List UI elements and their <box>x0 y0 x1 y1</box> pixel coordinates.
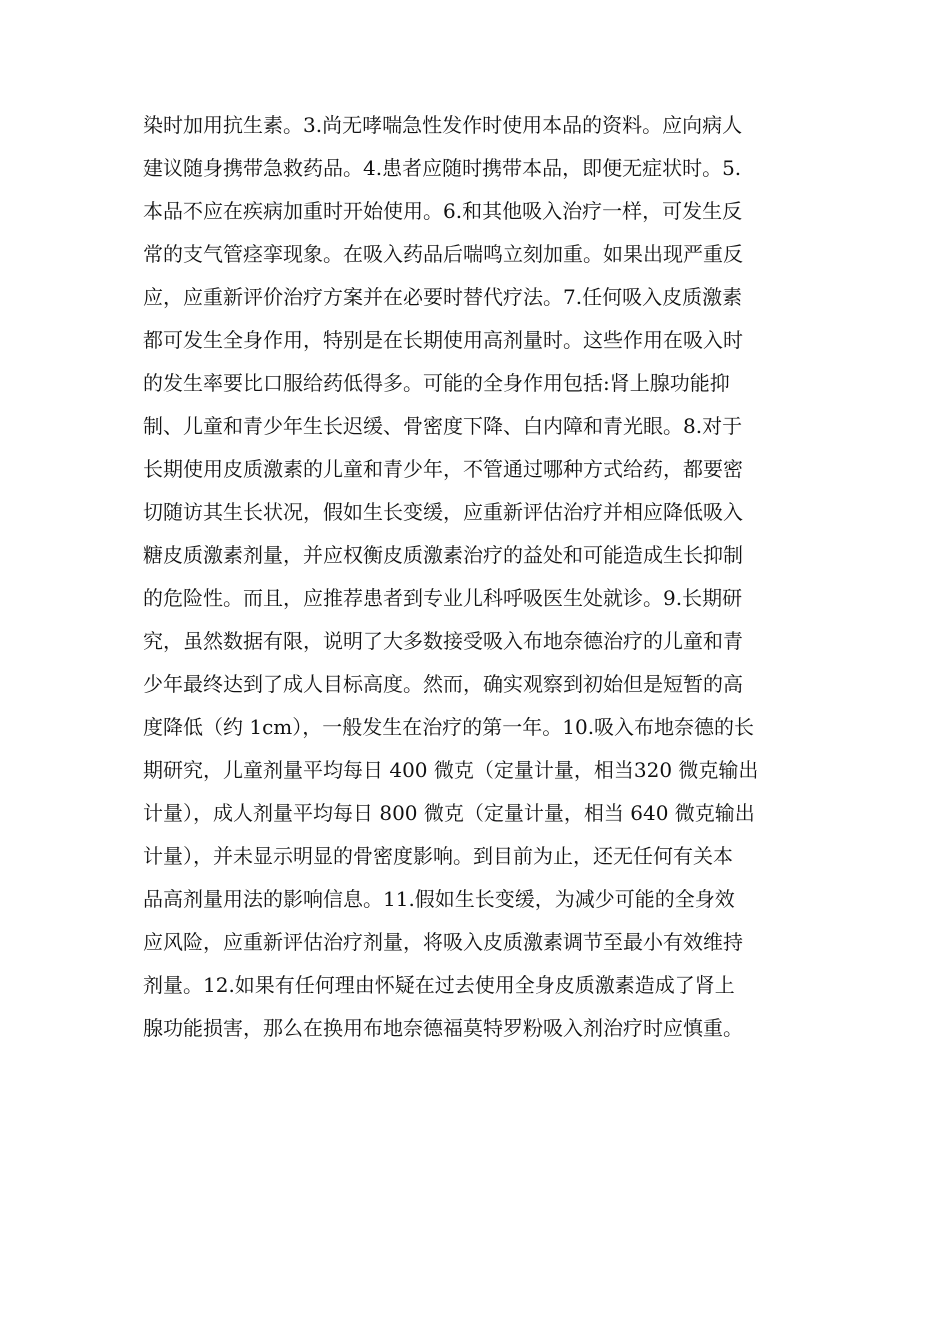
text-line: 计量），成人剂量平均每日 800 微克（定量计量，相当 640 微克输出 <box>143 801 755 825</box>
text-line: 期研究，儿童剂量平均每日 400 微克（定量计量，相当320 微克输出 <box>143 758 759 782</box>
text-line: 剂量。12.如果有任何理由怀疑在过去使用全身皮质激素造成了肾上 <box>143 973 735 997</box>
text-line: 应，应重新评价治疗方案并在必要时替代疗法。7.任何吸入皮质激素 <box>143 285 743 309</box>
text-line: 本品不应在疾病加重时开始使用。6.和其他吸入治疗一样，可发生反 <box>143 199 743 223</box>
text-line: 切随访其生长状况，假如生长变缓，应重新评估治疗并相应降低吸入 <box>143 500 743 524</box>
body-text <box>143 104 823 1050</box>
text-line: 常的支气管痉挛现象。在吸入药品后喘鸣立刻加重。如果出现严重反 <box>143 242 743 266</box>
text-line: 的危险性。而且，应推荐患者到专业儿科呼吸医生处就诊。9.长期研 <box>143 586 743 610</box>
text-line: 计量），并未显示明显的骨密度影响。到目前为止，还无任何有关本 <box>143 844 733 868</box>
text-line: 究，虽然数据有限，说明了大多数接受吸入布地奈德治疗的儿童和青 <box>143 629 743 653</box>
text-line: 腺功能损害，那么在换用布地奈德福莫特罗粉吸入剂治疗时应慎重。 <box>143 1016 743 1040</box>
text-line: 品高剂量用法的影响信息。11.假如生长变缓，为减少可能的全身效 <box>143 887 735 911</box>
text-line: 糖皮质激素剂量，并应权衡皮质激素治疗的益处和可能造成生长抑制 <box>143 543 743 567</box>
text-line: 度降低（约 1cm），一般发生在治疗的第一年。10.吸入布地奈德的长 <box>143 715 755 739</box>
text-line: 建议随身携带急救药品。4.患者应随时携带本品，即便无症状时。5. <box>143 156 742 180</box>
text-line: 应风险，应重新评估治疗剂量，将吸入皮质激素调节至最小有效维持 <box>143 930 743 954</box>
text-line: 制、儿童和青少年生长迟缓、骨密度下降、白内障和青光眼。8.对于 <box>143 414 743 438</box>
text-line: 染时加用抗生素。3.尚无哮喘急性发作时使用本品的资料。应向病人 <box>143 113 743 137</box>
text-line: 都可发生全身作用，特别是在长期使用高剂量时。这些作用在吸入时 <box>143 328 743 352</box>
text-line: 长期使用皮质激素的儿童和青少年，不管通过哪种方式给药，都要密 <box>143 457 743 481</box>
text-line: 的发生率要比口服给药低得多。可能的全身作用包括:肾上腺功能抑 <box>143 371 730 395</box>
text-line: 少年最终达到了成人目标高度。然而，确实观察到初始但是短暂的高 <box>143 672 743 696</box>
